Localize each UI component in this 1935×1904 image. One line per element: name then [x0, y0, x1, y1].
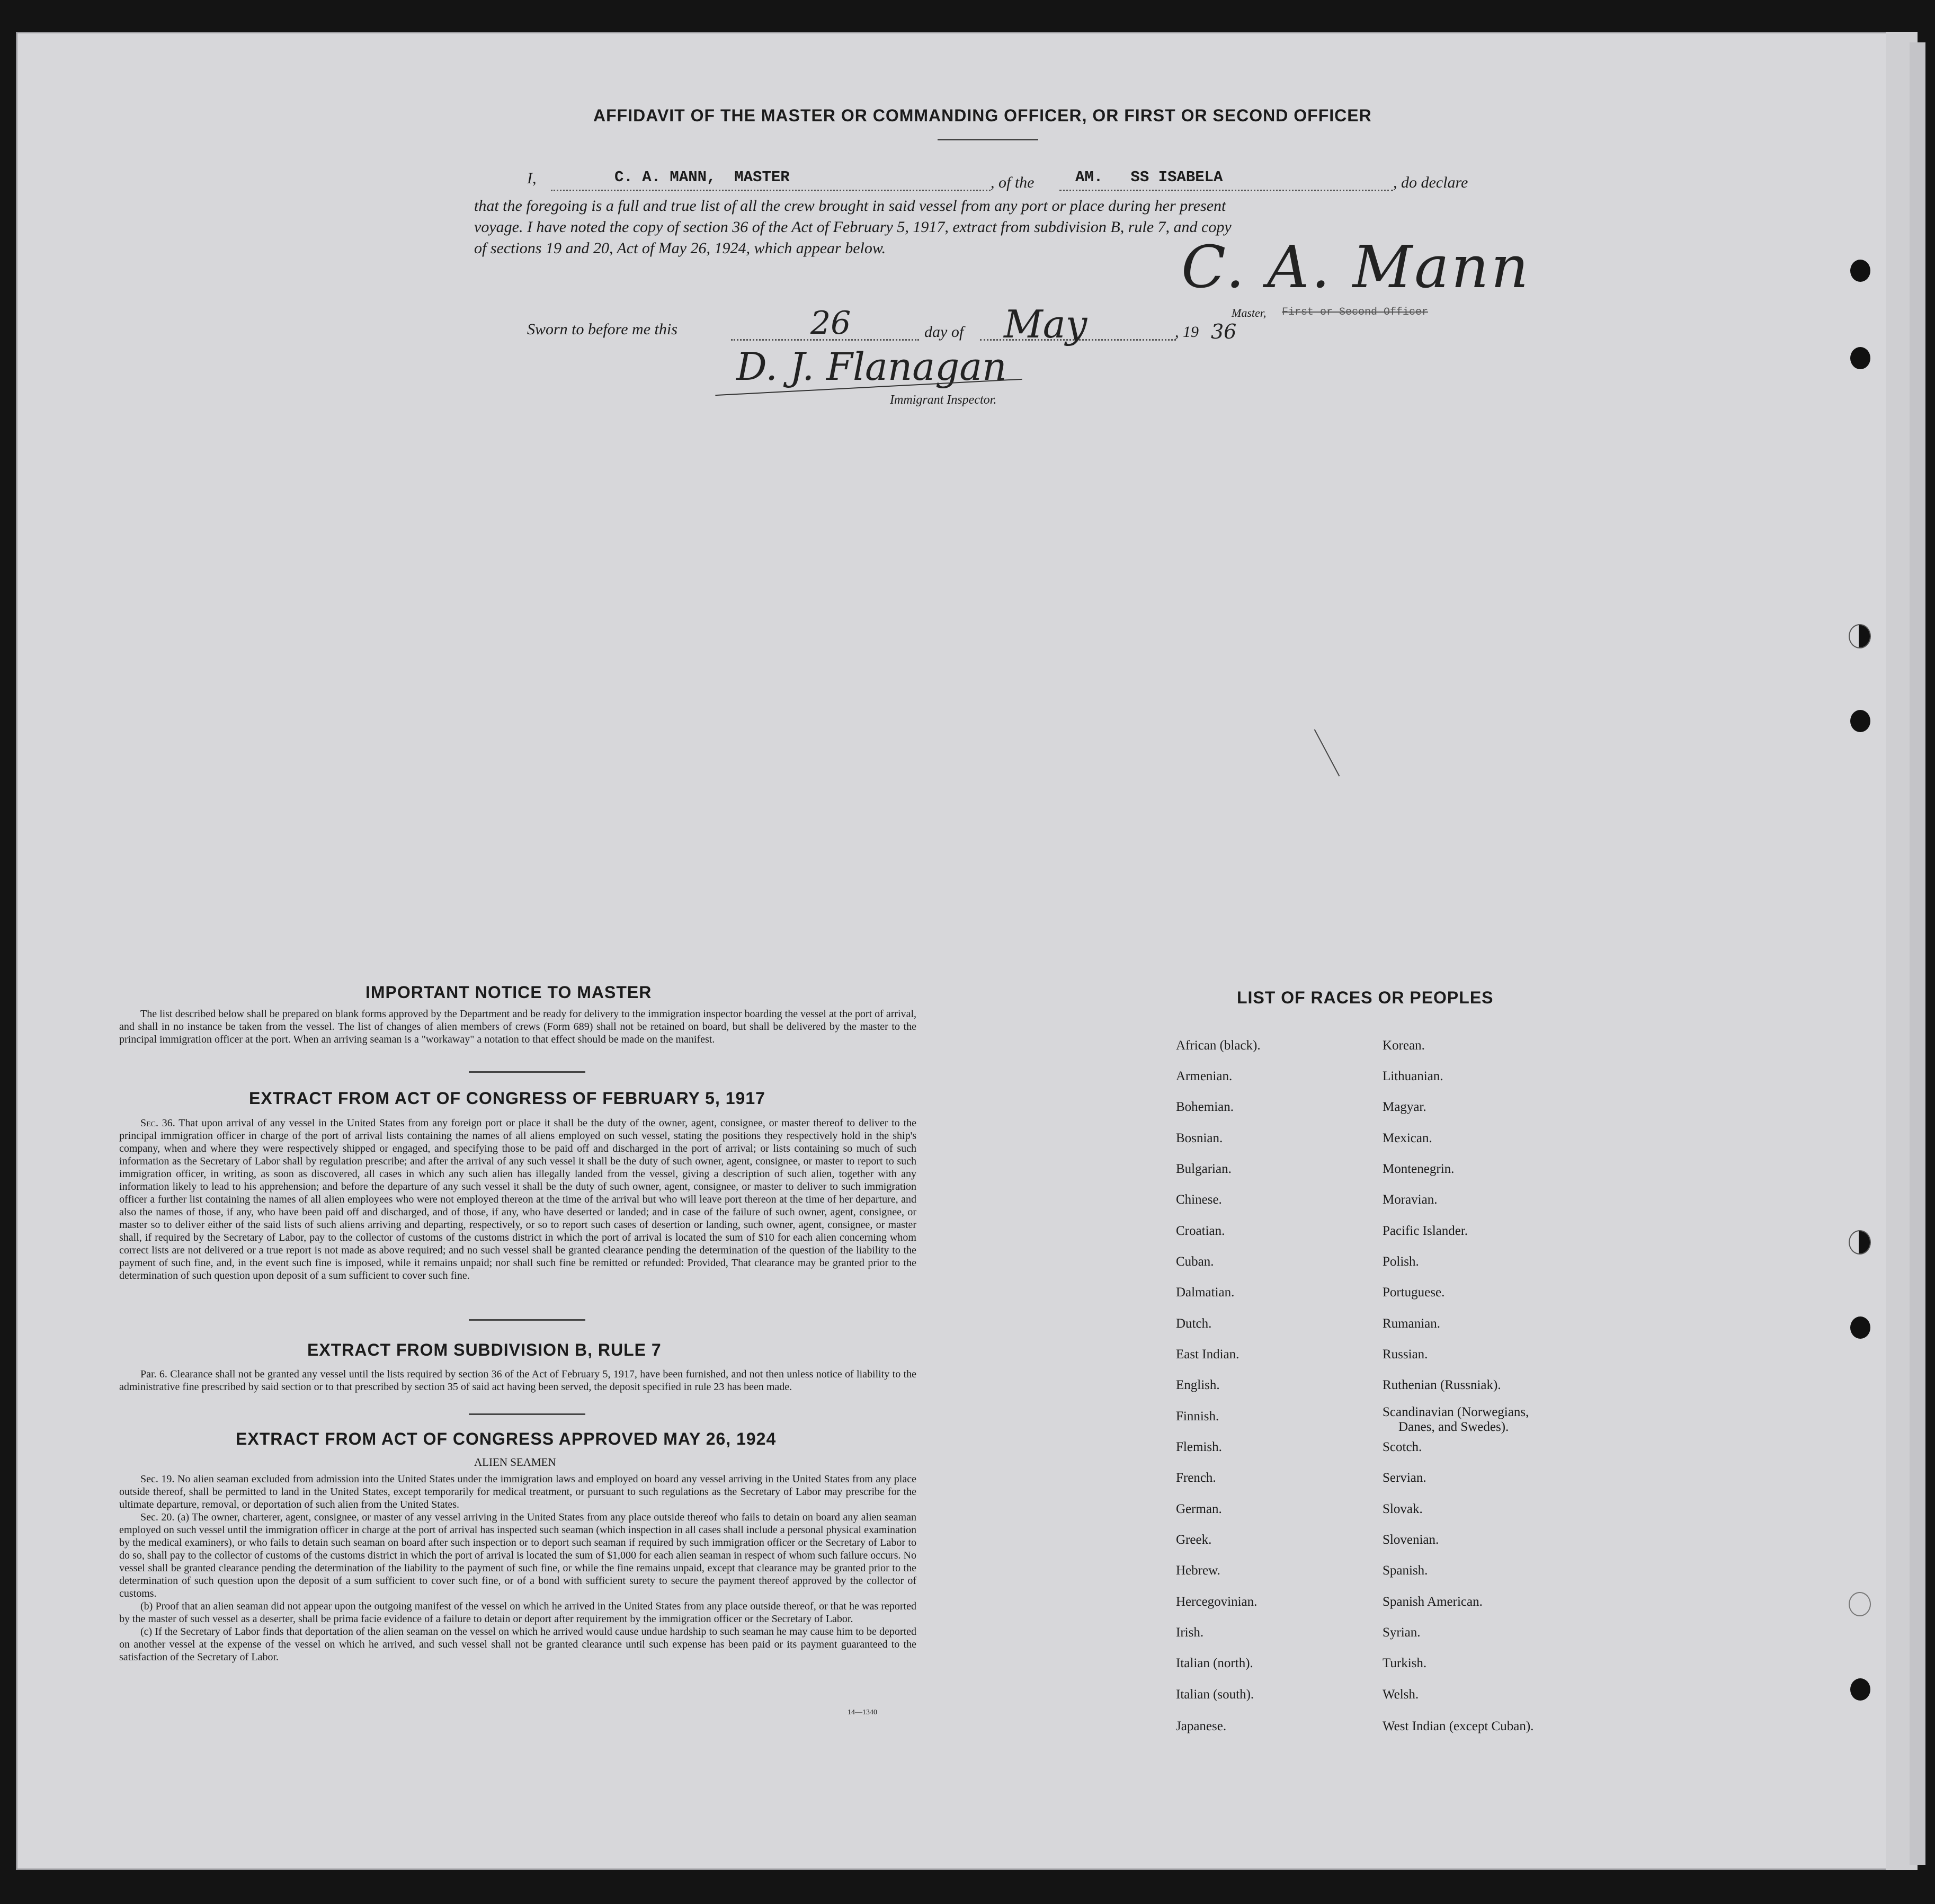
race-left: Flemish.: [1176, 1440, 1222, 1454]
race-left: Hercegovinian.: [1176, 1595, 1258, 1609]
year-prefix: , 19: [1175, 323, 1199, 341]
sec-36-body: That upon arrival of any vessel in the United States from any foreign port or place it shall be the duty of the owner, agent, consignee, or master thereof to deliver to the principal immigration officer in charge of the port of arrival lists containing the names of all aliens employed on such vessel, stating the positions they respectively hold in the ship's company, when and where they were respectively shipped or engaged, and specifying those to be paid off and discharged in the port of arrival; or lists containing so much of such information as the Secretary of Labor shall by regulation prescribe; and after the arrival of any such vessel it shall be the duty of such owner, agent, consignee, or master to report to such immigration officer, in writing, as soon as discovered, all cases in which any such alien has illegally landed from the vessel, giving a description of such alien, together with any information likely to lead to his apprehension; and before the departure of any such vessel it shall be the duty of such owner, agent, consignee, or master to deliver to such immigration officer a further list containing the names of all alien employees who were not employed thereon at the time of the arrival but who will leave port thereon at the time of her departure, and also the names of those, if any, who have been paid off and discharged, and of those, if any, who have deserted or landed; and in case of the failure of such owner, agent, consignee, or master so to deliver either of the said lists of such aliens arriving and departing, respectively, or so to report such cases of desertion or landing, such owner, agent, consignee, or master shall, if required by the Secretary of Labor, pay to the collector of customs of the customs district in which the port of arrival is located the sum of $10 for each alien concerning whom correct lists are not delivered or a true report is not made as above required; and no such vessel shall be granted clearance pending the determination of the question of the liability to the payment of such fine, and, in the event such fine is imposed, while it remains unpaid; nor shall such fine be remitted or refunded: Provided, That clearance may be granted prior to the determination of such question upon deposit of a sum sufficient to cover such fine.: [119, 1117, 917, 1282]
affidavit-title: AFFIDAVIT OF THE MASTER OR COMMANDING OFFICER, OR FIRST OR SECOND OFFICER: [593, 106, 1372, 125]
race-right: Polish.: [1383, 1254, 1419, 1269]
year-suffix: 36: [1211, 320, 1237, 343]
race-right: Scandinavian (Norwegians,: [1383, 1405, 1529, 1419]
sec-20b-paragraph: (b) Proof that an alien seaman did not appear upon the outgoing manifest of the vessel on which he arrived in the United States from any place outside thereof, or that he was reported by the master of such vessel as a deserter, shall be prima facie evidence of a failure to detain or deport after requirement by the immigration officer or the Secretary of Labor.: [119, 1600, 916, 1625]
do-declare-label: , do declare: [1393, 174, 1468, 191]
page-edge-shadow: [1910, 42, 1925, 1865]
race-right-continuation: Danes, and Swedes).: [1398, 1420, 1509, 1434]
punch-hole: [1850, 1678, 1870, 1701]
sworn-month: May: [1004, 302, 1087, 346]
race-right: Magyar.: [1383, 1100, 1426, 1114]
races-title: LIST OF RACES OR PEOPLES: [1237, 988, 1494, 1007]
notice-paragraph: The list described below shall be prepared on blank forms approved by the Department and be ready for delivery to the immigration inspector boarding the vessel at the port of arrival, and shall in no instance be taken from the vessel. The list of changes of alien members of crews (Form 689) shall not be retained on board, but shall be delivered by the master to the principal immigration officer at the port. When an arriving seaman is a "workaway" a notation to that effect should be made on the manifest.: [119, 1008, 916, 1045]
race-left: Dalmatian.: [1176, 1285, 1235, 1300]
race-left: English.: [1176, 1378, 1220, 1392]
race-left: Dutch.: [1176, 1316, 1212, 1331]
notice-title: IMPORTANT NOTICE TO MASTER: [365, 983, 652, 1002]
sworn-label: Sworn to before me this: [527, 321, 677, 338]
race-left: German.: [1176, 1502, 1222, 1516]
race-right: Lithuanian.: [1383, 1069, 1443, 1083]
race-left: Hebrew.: [1176, 1563, 1220, 1578]
extract-1917-title: EXTRACT FROM ACT OF CONGRESS OF FEBRUARY 5, 1917: [249, 1089, 765, 1108]
punch-hole: [1849, 1230, 1871, 1254]
extract-1924-text: [119, 1473, 916, 1663]
section-divider: [469, 1319, 585, 1321]
par-6-paragraph: Par. 6. Clearance shall not be granted any vessel until the lists required by section 36 of the Act of February 5, 1917, have been furnished, and not then unless notice of liability to the administrative fine prescribed by said section or to that prescribed by section 35 of said act having been served, the deposit specified in rule 23 has been made.: [119, 1368, 916, 1393]
race-left: Cuban.: [1176, 1254, 1214, 1269]
vessel-name-line: [1059, 190, 1393, 191]
sec-36-label: Sec. 36.: [140, 1117, 175, 1129]
race-right: Korean.: [1383, 1038, 1425, 1053]
day-of-label: day of: [924, 323, 964, 341]
punch-hole: [1849, 1592, 1871, 1616]
i-label: I,: [527, 170, 537, 187]
race-right: Slovenian.: [1383, 1533, 1439, 1547]
affidavit-line-2: that the foregoing is a full and true list of all the crew brought in said vessel from any port or place during her present: [474, 197, 1226, 215]
master-signature: C. A. Mann: [1181, 233, 1531, 301]
punch-hole: [1850, 710, 1870, 732]
sec-20c-paragraph: (c) If the Secretary of Labor finds that deportation of the alien seaman on the vessel on which he arrived would cause undue hardship to such seaman he may cause him to be deported on another vessel at the expense of the vessel on which he arrived, and such vessel shall not be granted clearance until such expense has been paid or its payment guaranteed to the satisfaction of the Secretary of Labor.: [119, 1626, 916, 1663]
race-right: Moravian.: [1383, 1193, 1438, 1207]
sec-20a-paragraph: Sec. 20. (a) The owner, charterer, agent, consignee, or master of any vessel arriving in the United States from any place outside thereof who fails to detain on board any alien seaman employed on such vessel until the immigration officer in charge at the port of arrival has inspected such seaman (which inspection in all cases shall include a personal physical examination by the medical examiners), or who fails to detain such seaman on board after such inspection or to deport such seaman if required by such immigration officer or the Secretary of Labor to do so, shall pay to the collector of customs of the customs district in which the port of arrival is located the sum of $1,000 for each alien seaman in respect of whom such failure occurs. No vessel shall be granted clearance pending the determination of the liability to the payment of such fine, or while the fine remains unpaid, except that clearance may be granted prior to the determination of such question upon the deposit of a sum sufficient to cover such fine, or of a bond with sufficient surety to secure the payment thereof approved by the collector of customs.: [119, 1511, 916, 1599]
rule7-title: EXTRACT FROM SUBDIVISION B, RULE 7: [307, 1340, 662, 1359]
extract-1924-title: EXTRACT FROM ACT OF CONGRESS APPROVED MAY 26, 1924: [236, 1429, 777, 1448]
race-right: Portuguese.: [1383, 1285, 1445, 1300]
race-left: Bohemian.: [1176, 1100, 1234, 1114]
punch-hole: [1850, 260, 1870, 282]
sworn-day: 26: [810, 305, 851, 342]
sec-36-paragraph: [119, 1117, 916, 1282]
race-right: Spanish American.: [1383, 1595, 1483, 1609]
race-left: Irish.: [1176, 1625, 1204, 1640]
race-right: Welsh.: [1383, 1687, 1419, 1702]
inspector-signature: D. J. Flanagan: [736, 344, 1007, 389]
race-right: Servian.: [1383, 1471, 1426, 1485]
race-right: Montenegrin.: [1383, 1162, 1455, 1176]
race-left: Greek.: [1176, 1533, 1212, 1547]
extract-1917-text: [119, 1117, 916, 1282]
race-left: East Indian.: [1176, 1347, 1240, 1362]
race-right: Turkish.: [1383, 1656, 1427, 1670]
race-right: Spanish.: [1383, 1563, 1428, 1578]
affidavit-line-3: voyage. I have noted the copy of section 36 of the Act of February 5, 1917, extract from subdivision B, rule 7, and copy: [474, 218, 1232, 236]
punch-hole: [1850, 347, 1870, 369]
section-divider: [469, 1413, 585, 1415]
master-name: C. A. MANN, MASTER: [614, 168, 790, 186]
sec-19-paragraph: Sec. 19. No alien seaman excluded from admission into the United States under the immigration laws and employed on board any vessel arriving in the United States from any place outside thereof, shall be permitted to land in the United States, except temporarily for medical treatment, or pursuant to such regulations as the Secretary of Labor may prescribe for the ultimate departure, removal, or deportation of such alien from the United States.: [119, 1473, 916, 1510]
race-right: West Indian (except Cuban).: [1383, 1719, 1534, 1733]
vessel-name: AM. SS ISABELA: [1075, 168, 1223, 186]
notice-text: [119, 1008, 916, 1046]
race-right: Pacific Islander.: [1383, 1224, 1468, 1238]
race-right: Ruthenian (Russniak).: [1383, 1378, 1501, 1392]
race-left: African (black).: [1176, 1038, 1261, 1053]
race-left: Chinese.: [1176, 1193, 1222, 1207]
race-left: Bosnian.: [1176, 1131, 1223, 1145]
master-caption: Master,: [1232, 306, 1267, 319]
race-right: Syrian.: [1383, 1625, 1421, 1640]
affidavit-line-4: of sections 19 and 20, Act of May 26, 1924, which appear below.: [474, 239, 886, 257]
punch-hole: [1849, 624, 1871, 648]
race-right: Russian.: [1383, 1347, 1428, 1362]
rule7-text: [119, 1368, 916, 1393]
race-left: Bulgarian.: [1176, 1162, 1232, 1176]
race-right: Slovak.: [1383, 1502, 1423, 1516]
race-left: Finnish.: [1176, 1409, 1219, 1423]
master-name-line: [551, 190, 991, 191]
punch-hole: [1850, 1316, 1870, 1339]
form-number: 14—1340: [848, 1709, 877, 1716]
race-left: Croatian.: [1176, 1224, 1225, 1238]
of-the-label: , of the: [991, 174, 1035, 191]
title-rule: [938, 139, 1038, 140]
section-divider: [469, 1071, 585, 1073]
race-left: Italian (north).: [1176, 1656, 1253, 1670]
race-left: Japanese.: [1176, 1719, 1227, 1733]
race-left: French.: [1176, 1471, 1216, 1485]
alien-seamen-subtitle: ALIEN SEAMEN: [474, 1456, 556, 1469]
race-left: Italian (south).: [1176, 1687, 1254, 1702]
race-left: Armenian.: [1176, 1069, 1233, 1083]
race-right: Mexican.: [1383, 1131, 1432, 1145]
inspector-caption: Immigrant Inspector.: [890, 393, 997, 407]
struck-officer-text: First or Second Officer: [1282, 306, 1429, 318]
race-right: Scotch.: [1383, 1440, 1422, 1454]
race-right: Rumanian.: [1383, 1316, 1441, 1331]
